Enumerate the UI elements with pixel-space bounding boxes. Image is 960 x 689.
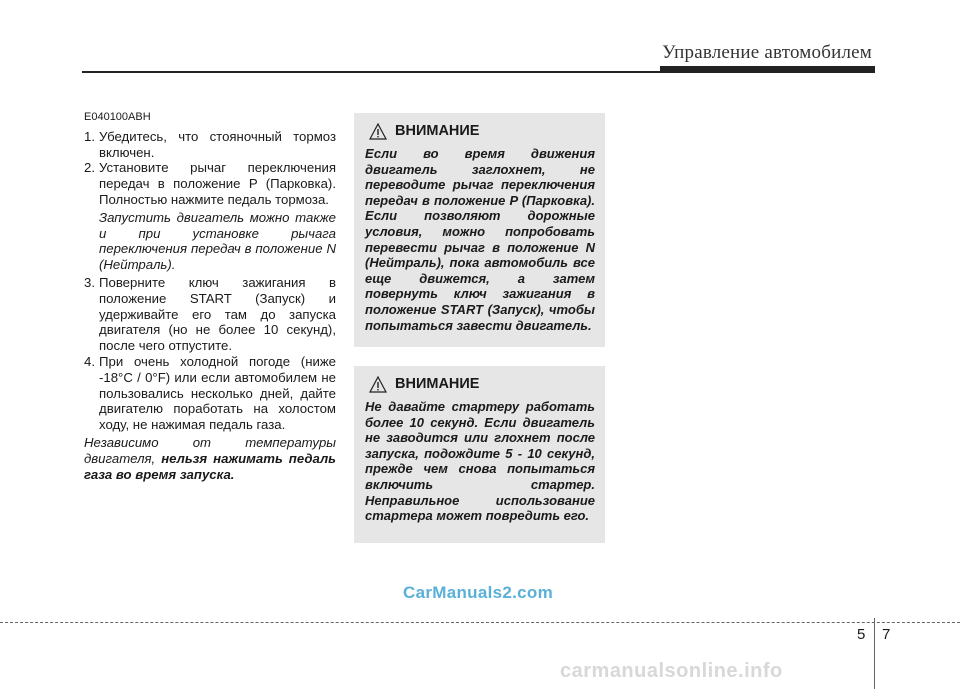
step-number: 3. xyxy=(84,274,95,290)
instructions-column xyxy=(84,110,336,482)
step-item xyxy=(84,354,336,433)
warning-title: ВНИМАНИЕ xyxy=(395,375,480,392)
step-item xyxy=(84,129,336,161)
page-header-title: Управление автомобилем xyxy=(662,42,872,63)
watermark-link[interactable]: CarManuals2.com xyxy=(403,583,553,602)
step-number: 4. xyxy=(84,353,95,369)
warning-title: ВНИМАНИЕ xyxy=(395,122,480,139)
step-number: 1. xyxy=(84,128,95,144)
step-item xyxy=(84,160,336,207)
header-rule-accent xyxy=(660,66,875,72)
warning-triangle-icon xyxy=(369,376,387,393)
section-code: E040100ABH xyxy=(84,111,151,123)
final-note xyxy=(84,435,336,482)
final-note-plain: Независимо от температуры двигателя, xyxy=(84,434,336,466)
step-text: Поверните ключ зажигания в положение START (Запуск) и удерживайте его там до запуска двигателя (но не более 10 секунд), после чего отпустите. xyxy=(99,274,336,354)
warning-text: Не давайте стартеру работать более 10 секунд. Если двигатель не заводится или глохнет после запуска, подождите 5 - 10 секунд, прежде чем снова попытаться включить стартер. Неправильное использование стартера может повредить его. xyxy=(365,399,595,524)
page-number: 7 xyxy=(882,626,891,643)
warning-text: Если во время движения двигатель заглохнет, не переводите рычаг переключения передач в положение P (Парковка). Если позволяют дорожные условия, можно попробовать перевести рычаг в положение N (Нейтраль), пока автомобиль все еще движется, а затем повернуть ключ зажигания в положение START (Запуск), чтобы попытаться завести двигатель. xyxy=(365,146,595,333)
warning-header xyxy=(369,376,595,393)
step-text: Установите рычаг переключения передач в положение P (Парковка). Полностью нажмите педаль тормоза. xyxy=(99,160,336,207)
page-section-number: 5 xyxy=(857,626,866,643)
page-number-separator xyxy=(874,618,875,689)
warning-header xyxy=(369,123,595,140)
step-number: 2. xyxy=(84,160,95,176)
warning-triangle-icon xyxy=(369,123,387,140)
step-text: Убедитесь, что стояночный тормоз включен. xyxy=(99,128,336,160)
warning-box xyxy=(354,113,605,347)
final-note-bold: нельзя нажимать педаль газа во время запуска. xyxy=(84,450,336,482)
step-item xyxy=(84,275,336,354)
step-text: При очень холодной погоде (ниже -18°C / 0°F) или если автомобилем не пользовались несколько дней, дайте двигателю поработать на холостом ходу, не нажимая педаль газа. xyxy=(99,353,336,433)
step-note: Запустить двигатель можно также и при установке рычага переключения передач в положение N (Нейтраль). xyxy=(99,209,336,273)
footer-divider xyxy=(0,622,960,623)
watermark-text: carmanualsonline.info xyxy=(560,660,783,682)
warning-box xyxy=(354,366,605,543)
